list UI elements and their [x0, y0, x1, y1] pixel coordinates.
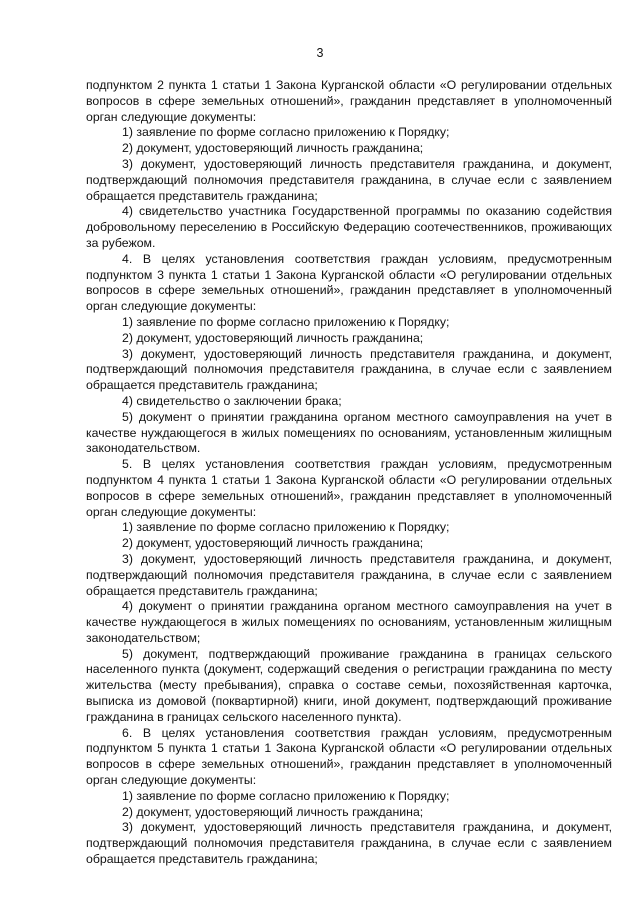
list-item: 1) заявление по форме согласно приложению к Порядку;: [122, 788, 450, 803]
list-item: 2) документ, удостоверяющий личность гражданина;: [122, 141, 424, 156]
list-item: 1) заявление по форме согласно приложению к Порядку;: [122, 520, 450, 535]
list-item: 4) свидетельство участника Государственной программы по оказанию содействия добровольному переселению в Российскую Федерацию соотечественников, проживающих за рубежом.: [86, 204, 612, 250]
paragraph: 4. В целях установления соответствия граждан условиям, предусмотренным подпунктом 3 пункта 1 статьи 1 Закона Курганской области «О регулировании отдельных вопросов в сфере земельных отношений», гражданин представляет в уполномоченный орган следующие документы:: [86, 251, 612, 314]
list-item: 2) документ, удостоверяющий личность гражданина;: [122, 536, 424, 551]
page-number: 3: [316, 46, 324, 60]
document-body: [86, 78, 612, 868]
paragraph: подпунктом 2 пункта 1 статьи 1 Закона Курганской области «О регулировании отдельных вопросов в сфере земельных отношений», гражданин представляет в уполномоченный орган следующие документы:: [86, 78, 612, 124]
list-item: 5) документ о принятии гражданина органом местного самоуправления на учет в качестве нуждающегося в жилых помещениях по основаниям, установленным жилищным законодательством.: [86, 409, 612, 456]
paragraph: 5. В целях установления соответствия граждан условиям, предусмотренным подпунктом 4 пункта 1 статьи 1 Закона Курганской области «О регулировании отдельных вопросов в сфере земельных отношений», гражданин представляет в уполномоченный орган следующие документы:: [86, 457, 612, 519]
paragraph: 6. В целях установления соответствия граждан условиям, предусмотренным подпунктом 5 пункта 1 статьи 1 Закона Курганской области «О регулировании отдельных вопросов в сфере земельных отношений», гражданин представляет в уполномоченный орган следующие документы:: [86, 725, 612, 788]
list-item: 3) документ, удостоверяющий личность представителя гражданина, и документ, подтверждающий полномочия представителя гражданина, в случае если с заявлением обращается представитель гражданина;: [86, 551, 612, 598]
list-item: 3) документ, удостоверяющий личность представителя гражданина, и документ, подтверждающий полномочия представителя гражданина, в случае если с заявлением обращается представитель гражданина;: [86, 820, 612, 867]
list-item: 3) документ, удостоверяющий личность представителя гражданина, и документ, подтверждающий полномочия представителя гражданина, в случае если с заявлением обращается представитель гражданина;: [86, 156, 612, 203]
list-item: 4) свидетельство о заключении брака;: [122, 393, 342, 408]
list-item: 1) заявление по форме согласно приложению к Порядку;: [122, 314, 450, 329]
list-item: 4) документ о принятии гражданина органом местного самоуправления на учет в качестве нуждающегося в жилых помещениях по основаниям, установленным жилищным законодательством;: [86, 599, 612, 645]
list-item: 2) документ, удостоверяющий личность гражданина;: [122, 804, 424, 819]
list-item: 3) документ, удостоверяющий личность представителя гражданина, и документ, подтверждающий полномочия представителя гражданина, в случае если с заявлением обращается представитель гражданина;: [86, 346, 612, 393]
list-item: 1) заявление по форме согласно приложению к Порядку;: [122, 125, 450, 140]
list-item: 2) документ, удостоверяющий личность гражданина;: [122, 330, 424, 345]
list-item: 5) документ, подтверждающий проживание гражданина в границах сельского населенного пункта (документ, содержащий сведения о регистрации гражданина по месту жительства (месту пребывания), справка о составе семьи, похозяйственная карточка, выписка из домовой (поквартирной) книги, иной документ, подтверждающий проживание гражданина в границах сельского населенного пункта).: [86, 646, 612, 724]
